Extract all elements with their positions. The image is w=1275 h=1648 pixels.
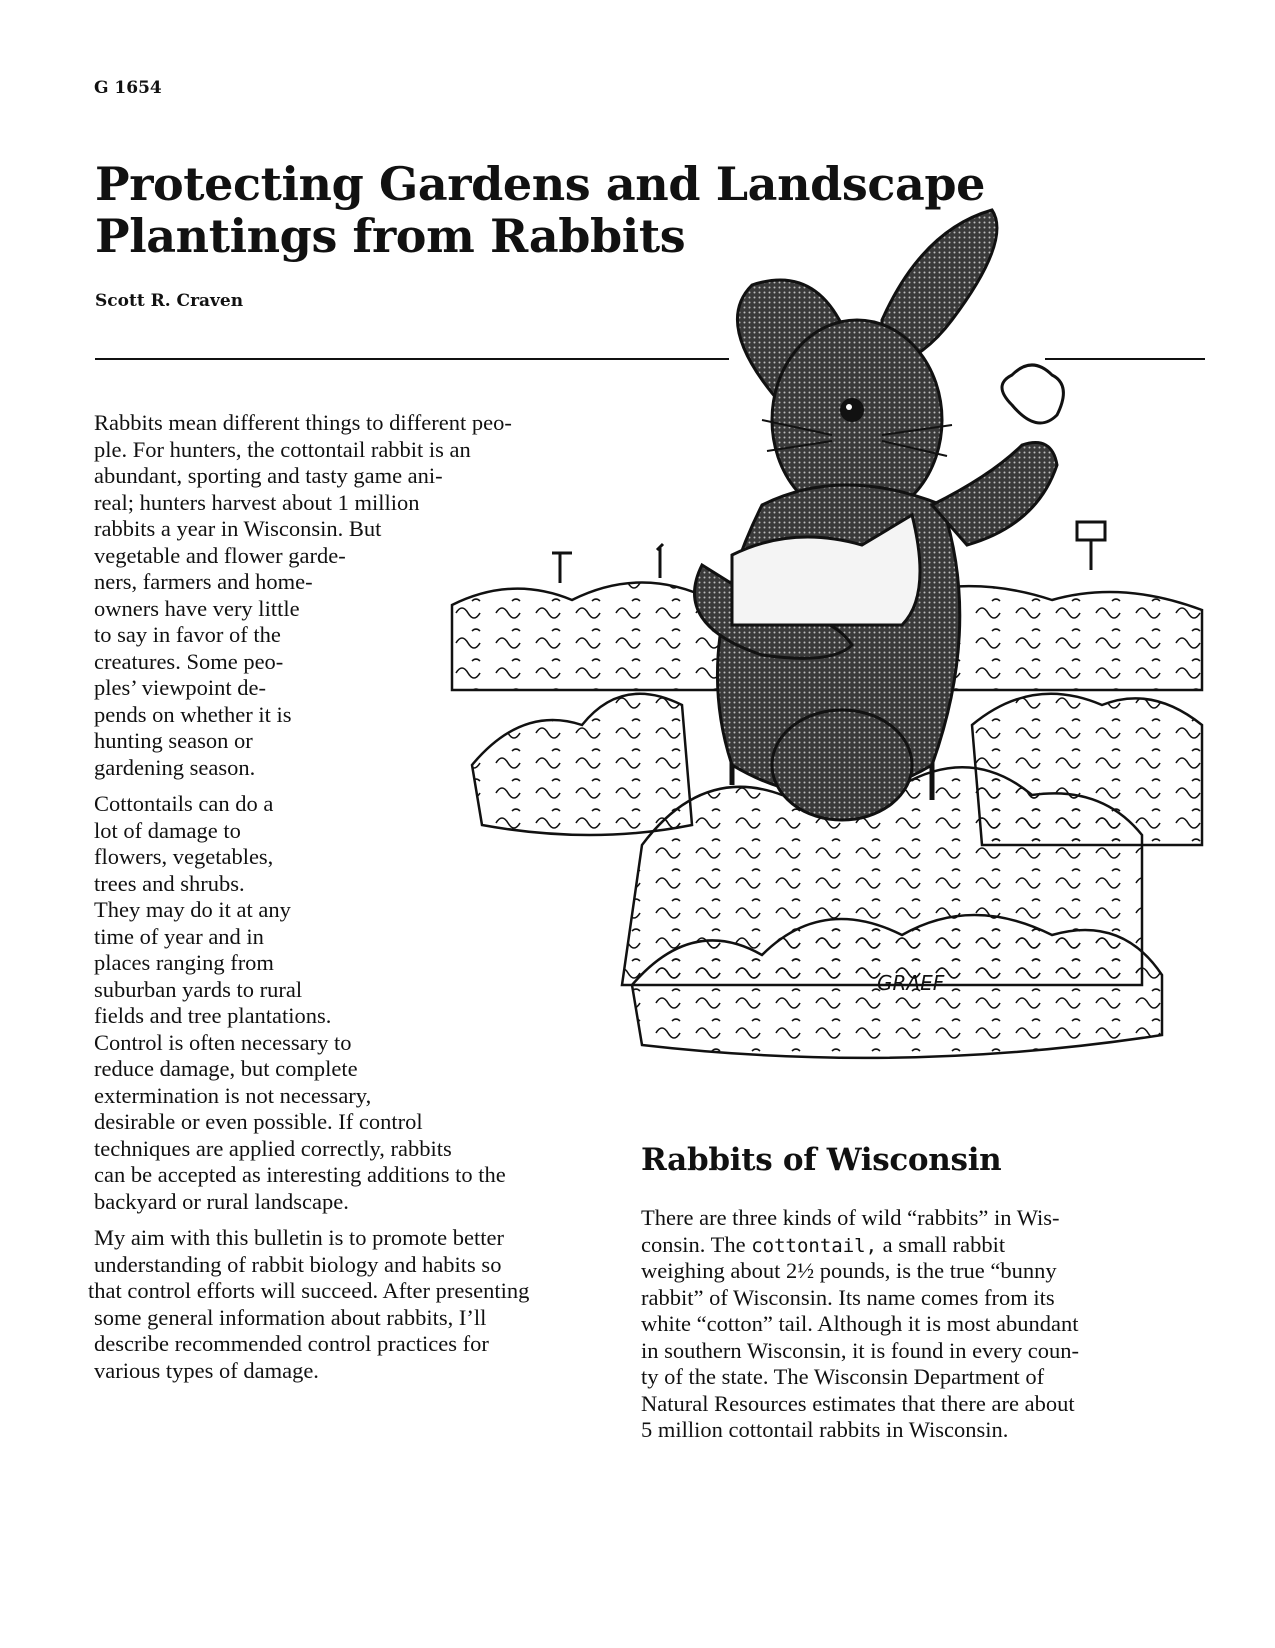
text-line: real; hunters harvest about 1 million (94, 489, 420, 515)
title-line-2: Plantings from Rabbits (95, 209, 686, 263)
text-fragment: a small rabbit (877, 1231, 1006, 1257)
intro-text-column (88, 410, 614, 1410)
text-line: 5 million cottontail rabbits in Wisconsin. (641, 1417, 1009, 1442)
text-line: various types of damage. (94, 1357, 319, 1383)
text-line: describe recommended control practices for (94, 1331, 489, 1356)
text-line: pends on whether it is (94, 701, 292, 727)
text-line: There are three kinds of wild “rabbits” in Wis- (641, 1205, 1060, 1230)
text-line: owners have very little (94, 595, 300, 621)
text-line: vegetable and flower garde- (94, 542, 346, 568)
text-line: Cottontails can do a (94, 791, 274, 816)
text-line: backyard or rural landscape. (94, 1188, 349, 1214)
text-line: fields and tree plantations. (94, 1003, 332, 1028)
text-line: hunting season or (94, 728, 253, 753)
text-line: rabbit” of Wisconsin. Its name comes from its (641, 1284, 1055, 1310)
text-line: lot of damage to (94, 817, 241, 843)
text-line: ple. For hunters, the cottontail rabbit is an (94, 436, 471, 462)
text-line: trees and shrubs. (94, 870, 245, 896)
artist-signature: GRAEF (877, 971, 945, 995)
text-line: ty of the state. The Wisconsin Department of (641, 1364, 1045, 1389)
publication-code: G 1654 (94, 78, 162, 98)
text-line: in southern Wisconsin, it is found in every coun- (641, 1337, 1079, 1363)
text-line: weighing about 2½ pounds, is the true “bunny (641, 1258, 1057, 1283)
text-line: flowers, vegetables, (94, 844, 274, 869)
text-line: desirable or even possible. If control (94, 1109, 423, 1134)
text-line: abundant, sporting and tasty game ani- (94, 463, 443, 488)
text-fragment: consin. The (641, 1231, 752, 1257)
author-name: Scott R. Craven (95, 291, 244, 311)
text-line: some general information about rabbits, I’ll (94, 1304, 487, 1330)
text-line: My aim with this bulletin is to promote better (94, 1225, 504, 1250)
text-line: that control efforts will succeed. After presenting (88, 1278, 530, 1303)
text-line: white “cotton” tail. Although it is most abundant (641, 1311, 1079, 1336)
text-line: extermination is not necessary, (94, 1082, 372, 1108)
text-line: gardening season. (94, 754, 256, 780)
text-line: reduce damage, but complete (94, 1056, 358, 1081)
text-line: can be accepted as interesting additions to the (94, 1162, 506, 1187)
text-line: understanding of rabbit biology and habits so (94, 1251, 502, 1277)
text-line: suburban yards to rural (94, 976, 303, 1002)
text-line: Natural Resources estimates that there are about (641, 1390, 1075, 1416)
cottontail-term: cottontail, (751, 1234, 878, 1257)
text-line: They may do it at any (94, 897, 291, 922)
text-line: rabbits a year in Wisconsin. But (94, 516, 382, 541)
section-heading: Rabbits of Wisconsin (641, 1142, 1002, 1178)
rabbits-of-wisconsin-text (641, 1205, 1161, 1445)
text-line: creatures. Some peo- (94, 648, 284, 674)
text-line: places ranging from (94, 950, 274, 975)
text-line: to say in favor of the (94, 622, 281, 647)
text-line: Control is often necessary to (94, 1029, 352, 1055)
text-line: Rabbits mean different things to different peo- (94, 410, 512, 435)
text-line: techniques are applied correctly, rabbits (94, 1135, 452, 1161)
text-line (641, 1232, 1005, 1260)
title-line-1: Protecting Gardens and Landscape (95, 157, 986, 211)
text-line: ples’ viewpoint de- (94, 675, 267, 700)
text-line: time of year and in (94, 923, 264, 949)
text-line: ners, farmers and home- (94, 569, 313, 594)
